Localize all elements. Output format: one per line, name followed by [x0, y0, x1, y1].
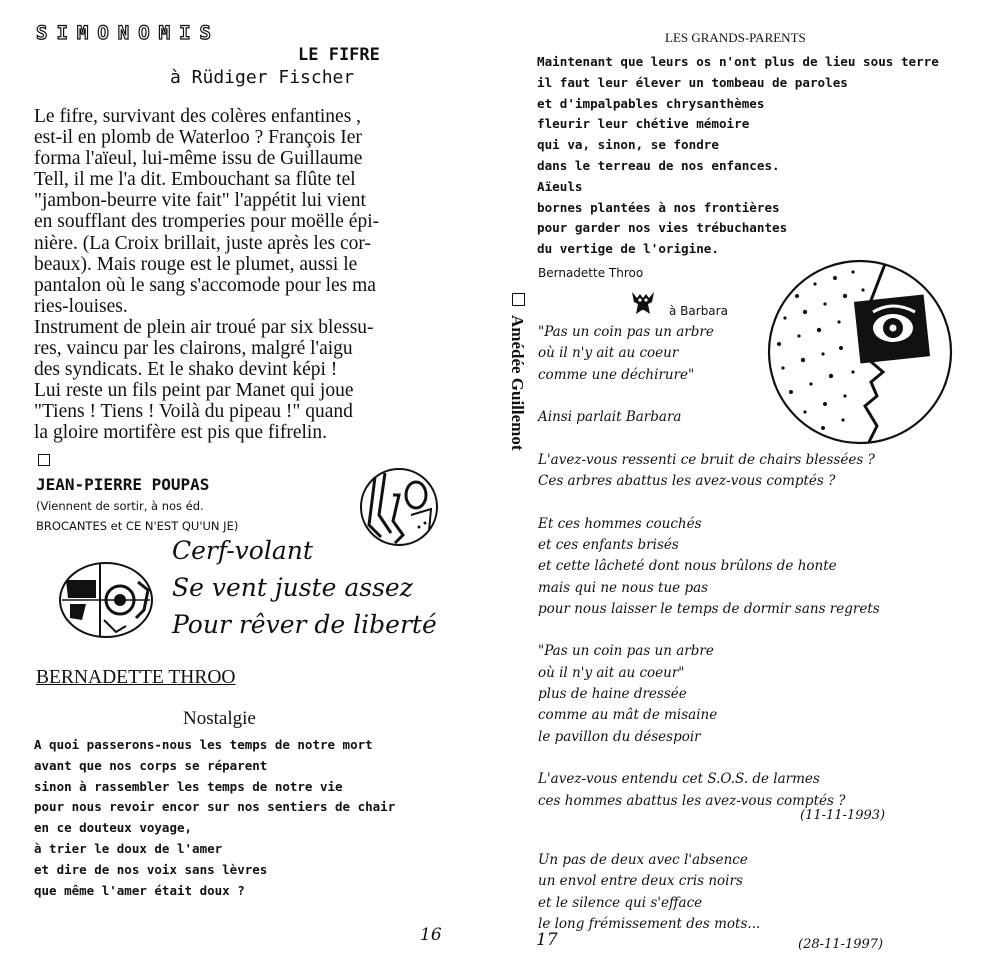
- fifre-line: est-il en plomb de Waterloo ? François Ier: [34, 127, 362, 149]
- nostalgie-body: [34, 735, 395, 901]
- fifre-line: forma l'aïeul, lui-même issu de Guillaume: [34, 148, 363, 170]
- barbara-stanza: [538, 641, 880, 747]
- barbara-stanza: [538, 322, 880, 386]
- barbara-line: où il n'y ait au coeur: [538, 345, 679, 362]
- poupas-note-1: (Viennent de sortir, à nos éd.: [36, 499, 204, 513]
- devil-figure-icon: [628, 288, 658, 318]
- barbara-dedication: à Barbara: [669, 304, 728, 318]
- nostalgie-line: sinon à rassembler les temps de notre vie: [34, 778, 343, 794]
- nostalgie-line: pour nous revoir encor sur nos sentiers de chair: [34, 799, 396, 815]
- barbara-line: comme une déchirure": [538, 366, 695, 383]
- nostalgie-line: à trier le doux de l'amer: [34, 840, 223, 856]
- fifre-line: "Tiens ! Tiens ! Voilà du pipeau !" quand: [34, 401, 353, 423]
- final-stanza-line: le long frémissement des mots...: [538, 915, 761, 932]
- barbara-stanza: [538, 769, 880, 812]
- grands-parents-line: Maintenant que leurs os n'ont plus de lieu sous terre: [537, 54, 939, 69]
- barbara-body: [538, 322, 880, 833]
- nostalgie-line: A quoi passerons-nous les temps de notre mort: [34, 737, 373, 752]
- barbara-line: L'avez-vous entendu cet S.O.S. de larmes: [538, 771, 820, 788]
- grands-parents-line: bornes plantées à nos frontières: [537, 199, 780, 215]
- nostalgie-line: avant que nos corps se réparent: [34, 757, 268, 773]
- fifre-dedication: à Rüdiger Fischer: [170, 67, 355, 88]
- final-stanza-line: et le silence qui s'efface: [538, 894, 703, 911]
- barbara-line: "Pas un coin pas un arbre: [538, 643, 714, 660]
- handwriting-line: Cerf-volant: [172, 536, 313, 565]
- fifre-line: nière. (La Croix brillait, juste après les cor-: [34, 232, 371, 254]
- handwriting-line: Pour rêver de liberté: [172, 610, 437, 639]
- poupas-note-2: BROCANTES et CE N'EST QU'UN JE): [36, 519, 239, 533]
- barbara-line: Ces arbres abattus les avez-vous comptés ?: [538, 473, 836, 490]
- fifre-line: res, vaincu par les clairons, malgré l'aigu: [34, 338, 353, 360]
- grands-parents-signature: Bernadette Throo: [538, 266, 644, 280]
- nostalgie-title: Nostalgie: [183, 708, 256, 729]
- grands-parents-line: pour garder nos vies trébuchantes: [537, 220, 788, 236]
- fifre-line: la gloire mortifère est pis que fifrelin.: [34, 422, 327, 444]
- barbara-line: L'avez-vous ressenti ce bruit de chairs blessées ?: [538, 451, 875, 468]
- grands-parents-title: LES GRANDS-PARENTS: [665, 30, 806, 45]
- barbara-line: comme au mât de misaine: [538, 707, 718, 724]
- final-stanza-line: Un pas de deux avec l'absence: [538, 852, 748, 868]
- final-stanza-line: un envol entre deux cris noirs: [538, 873, 743, 890]
- barbara-line: le pavillon du désespoir: [538, 728, 701, 745]
- date-2: (28-11-1997): [798, 937, 884, 952]
- barbara-line: ces hommes abattus les avez-vous comptés ?: [538, 792, 846, 809]
- grands-parents-line: Aïeuls: [537, 178, 583, 194]
- fifre-title: LE FIFRE: [298, 45, 380, 65]
- barbara-stanza: [538, 407, 880, 428]
- date-1: (11-11-1993): [800, 808, 886, 823]
- checkbox-marker-icon: [38, 454, 50, 466]
- fifre-line: Tell, il me l'a dit. Embouchant sa flûte tel: [34, 169, 356, 191]
- handwritten-poem: [172, 532, 437, 643]
- grands-parents-line: il faut leur élever un tombeau de paroles: [537, 74, 848, 90]
- grands-parents-line: et d'impalpables chrysanthèmes: [537, 95, 765, 111]
- barbara-line: et cette lâcheté dont nous brûlons de honte: [538, 558, 837, 575]
- grands-parents-line: fleurir leur chétive mémoire: [537, 116, 750, 132]
- fifre-body: [34, 106, 379, 444]
- fifre-line: "jambon-beurre vite fait" l'appétit lui vient: [34, 190, 366, 212]
- fifre-line: Lui reste un fils peint par Manet qui joue: [34, 380, 354, 402]
- eye-drawing-icon: [56, 560, 156, 640]
- fifre-line: Instrument de plein air troué par six blessu-: [34, 316, 374, 338]
- handwriting-line: Se vent juste assez: [172, 573, 413, 602]
- barbara-line: mais qui ne nous tue pas: [538, 579, 709, 596]
- barbara-line: et ces enfants brisés: [538, 536, 679, 553]
- poupas-name: JEAN-PIERRE POUPAS: [36, 475, 210, 494]
- grands-parents-line: dans le terreau de nos enfances.: [537, 157, 780, 173]
- author-vertical: Amédée Guillemot: [508, 315, 527, 451]
- final-stanza: [538, 850, 760, 935]
- nostalgie-line: que même l'amer était doux ?: [34, 882, 245, 898]
- barbara-line: Ainsi parlait Barbara: [538, 409, 682, 426]
- throo-heading: BERNADETTE THROO: [36, 667, 236, 688]
- fifre-line: Le fifre, survivant des colères enfantines ,: [34, 106, 362, 127]
- checkbox-marker-right-icon: [512, 293, 525, 306]
- fifre-line: beaux). Mais rouge est le plumet, aussi le: [34, 253, 358, 275]
- barbara-stanza: [538, 450, 880, 493]
- barbara-stanza: [538, 514, 880, 620]
- nostalgie-line: et dire de nos voix sans lèvres: [34, 861, 268, 877]
- fifre-line: des syndicats. Et le shako devint képi !: [34, 359, 338, 381]
- fifre-line: en soufflant des tromperies pour moëlle épi-: [34, 211, 380, 233]
- nostalgie-line: en ce douteux voyage,: [34, 820, 193, 836]
- magazine-title: SIMONOMIS: [36, 22, 220, 44]
- barbara-line: pour nous laisser le temps de dormir sans regrets: [538, 600, 880, 617]
- fifre-line: ries-louises.: [34, 295, 128, 317]
- grands-parents-line: du vertige de l'origine.: [537, 241, 719, 257]
- barbara-line: plus de haine dressée: [538, 686, 687, 703]
- grands-parents-body: [537, 52, 939, 260]
- barbara-line: "Pas un coin pas un arbre: [538, 324, 714, 340]
- page-number-right: 17: [536, 930, 558, 950]
- fifre-line: pantalon où le sang s'accomode pour les ma: [34, 274, 376, 296]
- grands-parents-line: qui va, sinon, se fondre: [537, 137, 719, 153]
- barbara-line: où il n'y ait au coeur": [538, 664, 685, 681]
- page-number-left: 16: [420, 925, 442, 945]
- barbara-line: Et ces hommes couchés: [538, 515, 702, 532]
